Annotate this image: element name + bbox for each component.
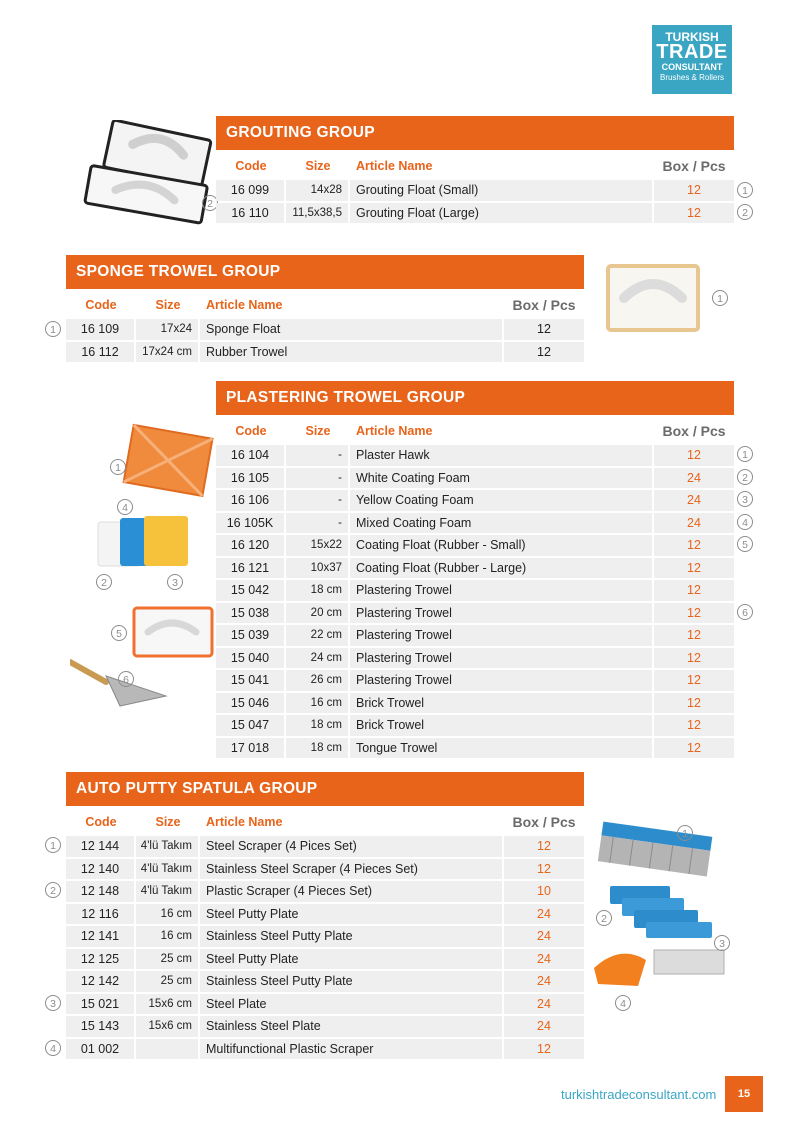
cell-box: 24 [654,513,734,534]
cell-code: 12 116 [66,904,136,925]
cell-box: 12 [504,836,584,857]
grouting-title: GROUTING GROUP [216,116,734,150]
logo-line-2: TRADE [656,41,728,63]
cell-size: 10x37 [286,558,350,579]
table-row [66,904,584,925]
col-header-name: Article Name [206,298,283,312]
cell-code: 15 046 [216,693,286,714]
grouting-table [216,152,734,225]
cell-box: 12 [504,1039,584,1060]
cell-size: - [286,513,350,534]
cell-code: 15 047 [216,715,286,736]
cell-code: 15 021 [66,994,136,1015]
plastering-tools-illustration [70,410,215,710]
col-header-box: Box / Pcs [662,423,726,439]
putty-image-marker: 3 [714,935,730,951]
cell-size: 26 cm [286,670,350,691]
plastering-table [216,417,734,760]
cell-name: Steel Putty Plate [200,949,504,970]
cell-name: Coating Float (Rubber - Small) [350,535,654,556]
table-row [216,738,734,759]
table-row [216,558,734,579]
cell-name: Grouting Float (Small) [350,180,654,201]
plastering-image-marker: 1 [110,459,126,475]
table-row [216,715,734,736]
cell-box: 12 [654,693,734,714]
cell-code: 16 104 [216,445,286,466]
col-header-code: Code [85,815,117,829]
logo-line-4: Brushes & Rollers [659,73,725,82]
cell-name: Mixed Coating Foam [350,513,654,534]
cell-size: 25 cm [136,949,200,970]
table-row [66,1039,584,1060]
plastering-image-marker: 5 [111,625,127,641]
row-marker: 2 [45,882,61,898]
cell-code: 17 018 [216,738,286,759]
table-row [216,468,734,489]
table-row [216,535,734,556]
cell-box: 12 [654,580,734,601]
logo-line-3: CONSULTANT [661,62,723,72]
cell-size: 16 cm [136,904,200,925]
plastering-title: PLASTERING TROWEL GROUP [216,381,734,415]
table-row [66,881,584,902]
cell-size: - [286,490,350,511]
row-marker: 6 [737,604,753,620]
cell-code: 16 112 [66,342,136,363]
cell-code: 15 038 [216,603,286,624]
col-header-size: Size [155,815,181,829]
sponge-image [604,262,702,334]
table-header-row [216,419,734,443]
footer-url[interactable]: turkishtradeconsultant.com [561,1087,717,1102]
cell-code: 16 105 [216,468,286,489]
page-number: 15 [725,1076,763,1112]
cell-box: 24 [654,468,734,489]
cell-code: 16 109 [66,319,136,340]
cell-code: 16 105K [216,513,286,534]
cell-code: 15 143 [66,1016,136,1037]
cell-box: 12 [654,558,734,579]
cell-box: 12 [504,859,584,880]
cell-name: Stainless Steel Putty Plate [200,971,504,992]
cell-name: Stainless Steel Scraper (4 Pieces Set) [200,859,504,880]
putty-spatula-illustration [592,820,732,1010]
cell-box: 24 [504,926,584,947]
cell-code: 16 106 [216,490,286,511]
row-marker: 1 [45,837,61,853]
table-row [66,836,584,857]
table-row [66,859,584,880]
col-header-size: Size [305,424,331,438]
row-marker: 2 [737,204,753,220]
cell-name: Brick Trowel [350,693,654,714]
logo-line-1: TURKISH [665,30,719,44]
table-row [216,693,734,714]
cell-name: Steel Scraper (4 Pices Set) [200,836,504,857]
table-row [216,670,734,691]
cell-size: 18 cm [286,580,350,601]
cell-box: 12 [654,603,734,624]
cell-box: 12 [654,738,734,759]
cell-code: 12 140 [66,859,136,880]
cell-size: 20 cm [286,603,350,624]
cell-size: 4'lü Takım [136,859,200,880]
cell-name: Stainless Steel Putty Plate [200,926,504,947]
cell-name: Steel Plate [200,994,504,1015]
cell-code: 16 121 [216,558,286,579]
table-header-row [216,154,734,178]
row-marker: 1 [737,182,753,198]
col-header-name: Article Name [206,815,283,829]
cell-box: 12 [654,535,734,556]
cell-box: 12 [654,180,734,201]
table-row [66,926,584,947]
cell-code: 16 110 [216,203,286,224]
col-header-box: Box / Pcs [662,158,726,174]
row-marker: 1 [45,321,61,337]
cell-name: Plaster Hawk [350,445,654,466]
table-row [66,1016,584,1037]
cell-name: Coating Float (Rubber - Large) [350,558,654,579]
table-row [216,490,734,511]
cell-code: 12 125 [66,949,136,970]
sponge-title: SPONGE TROWEL GROUP [66,255,584,289]
cell-box: 12 [654,625,734,646]
cell-size: 16 cm [136,926,200,947]
putty-image-marker: 1 [677,825,693,841]
cell-box: 24 [504,971,584,992]
grouting-image-marker: 2 [202,195,218,211]
cell-size: 15x6 cm [136,1016,200,1037]
cell-box: 12 [654,715,734,736]
cell-name: Plastering Trowel [350,625,654,646]
cell-code: 15 042 [216,580,286,601]
plastering-image-marker: 2 [96,574,112,590]
cell-box: 12 [654,203,734,224]
table-row [66,971,584,992]
cell-name: Multifunctional Plastic Scraper [200,1039,504,1060]
row-marker: 1 [737,446,753,462]
plastering-image-marker: 3 [167,574,183,590]
plastering-image-marker: 4 [117,499,133,515]
col-header-code: Code [85,298,117,312]
putty-image-marker: 2 [596,910,612,926]
col-header-box: Box / Pcs [512,814,576,830]
table-row [216,625,734,646]
cell-size: 18 cm [286,738,350,759]
putty-image-marker: 4 [615,995,631,1011]
cell-name: Brick Trowel [350,715,654,736]
table-row [66,949,584,970]
cell-code: 15 040 [216,648,286,669]
cell-size: - [286,468,350,489]
cell-size: 15x22 [286,535,350,556]
grouting-float-illustration [78,120,216,232]
col-header-name: Article Name [356,424,433,438]
cell-size: - [286,445,350,466]
row-marker: 4 [45,1040,61,1056]
col-header-size: Size [305,159,331,173]
cell-name: Plastering Trowel [350,670,654,691]
cell-box: 12 [654,648,734,669]
col-header-size: Size [155,298,181,312]
cell-box: 24 [504,904,584,925]
sponge-table [66,291,584,364]
cell-code: 01 002 [66,1039,136,1060]
table-row [216,648,734,669]
col-header-name: Article Name [356,159,433,173]
cell-size: 25 cm [136,971,200,992]
table-header-row [66,293,584,317]
row-marker: 3 [45,995,61,1011]
sponge-image-marker: 1 [712,290,728,306]
putty-image [592,820,732,1010]
plastering-image [70,410,215,710]
table-row [216,580,734,601]
table-row [216,445,734,466]
cell-code: 12 141 [66,926,136,947]
cell-name: White Coating Foam [350,468,654,489]
cell-box: 24 [504,1016,584,1037]
col-header-code: Code [235,424,267,438]
table-row [216,513,734,534]
col-header-code: Code [235,159,267,173]
plastering-image-marker: 6 [118,671,134,687]
cell-size: 14x28 [286,180,350,201]
cell-name: Sponge Float [200,319,504,340]
table-row [66,342,584,363]
cell-code: 12 144 [66,836,136,857]
cell-box: 10 [504,881,584,902]
cell-box: 24 [504,994,584,1015]
row-marker: 3 [737,491,753,507]
table-header-row [66,810,584,834]
table-row [216,180,734,201]
putty-table [66,808,584,1061]
cell-name: Plastic Scraper (4 Pieces Set) [200,881,504,902]
cell-name: Rubber Trowel [200,342,504,363]
cell-size: 4'lü Takım [136,881,200,902]
row-marker: 4 [737,514,753,530]
cell-size [136,1039,200,1060]
cell-size: 18 cm [286,715,350,736]
cell-code: 16 099 [216,180,286,201]
col-header-box: Box / Pcs [512,297,576,313]
cell-size: 11,5x38,5 [286,203,350,224]
table-row [66,319,584,340]
cell-size: 15x6 cm [136,994,200,1015]
cell-name: Plastering Trowel [350,648,654,669]
cell-box: 12 [504,319,584,340]
grouting-image [78,120,216,232]
cell-box: 24 [654,490,734,511]
cell-name: Stainless Steel Plate [200,1016,504,1037]
cell-code: 12 148 [66,881,136,902]
cell-box: 12 [654,445,734,466]
sponge-float-illustration [604,262,702,334]
cell-size: 17x24 cm [136,342,200,363]
table-row [216,603,734,624]
cell-code: 12 142 [66,971,136,992]
cell-name: Plastering Trowel [350,580,654,601]
cell-size: 4'lü Takım [136,836,200,857]
cell-name: Tongue Trowel [350,738,654,759]
cell-size: 24 cm [286,648,350,669]
cell-name: Plastering Trowel [350,603,654,624]
row-marker: 5 [737,536,753,552]
cell-code: 15 041 [216,670,286,691]
brand-logo [652,25,732,94]
table-row [216,203,734,224]
cell-size: 17x24 [136,319,200,340]
cell-box: 24 [504,949,584,970]
cell-size: 16 cm [286,693,350,714]
cell-box: 12 [654,670,734,691]
cell-size: 22 cm [286,625,350,646]
cell-box: 12 [504,342,584,363]
cell-name: Steel Putty Plate [200,904,504,925]
putty-title: AUTO PUTTY SPATULA GROUP [66,772,584,806]
cell-name: Grouting Float (Large) [350,203,654,224]
cell-code: 15 039 [216,625,286,646]
cell-code: 16 120 [216,535,286,556]
cell-name: Yellow Coating Foam [350,490,654,511]
table-row [66,994,584,1015]
row-marker: 2 [737,469,753,485]
